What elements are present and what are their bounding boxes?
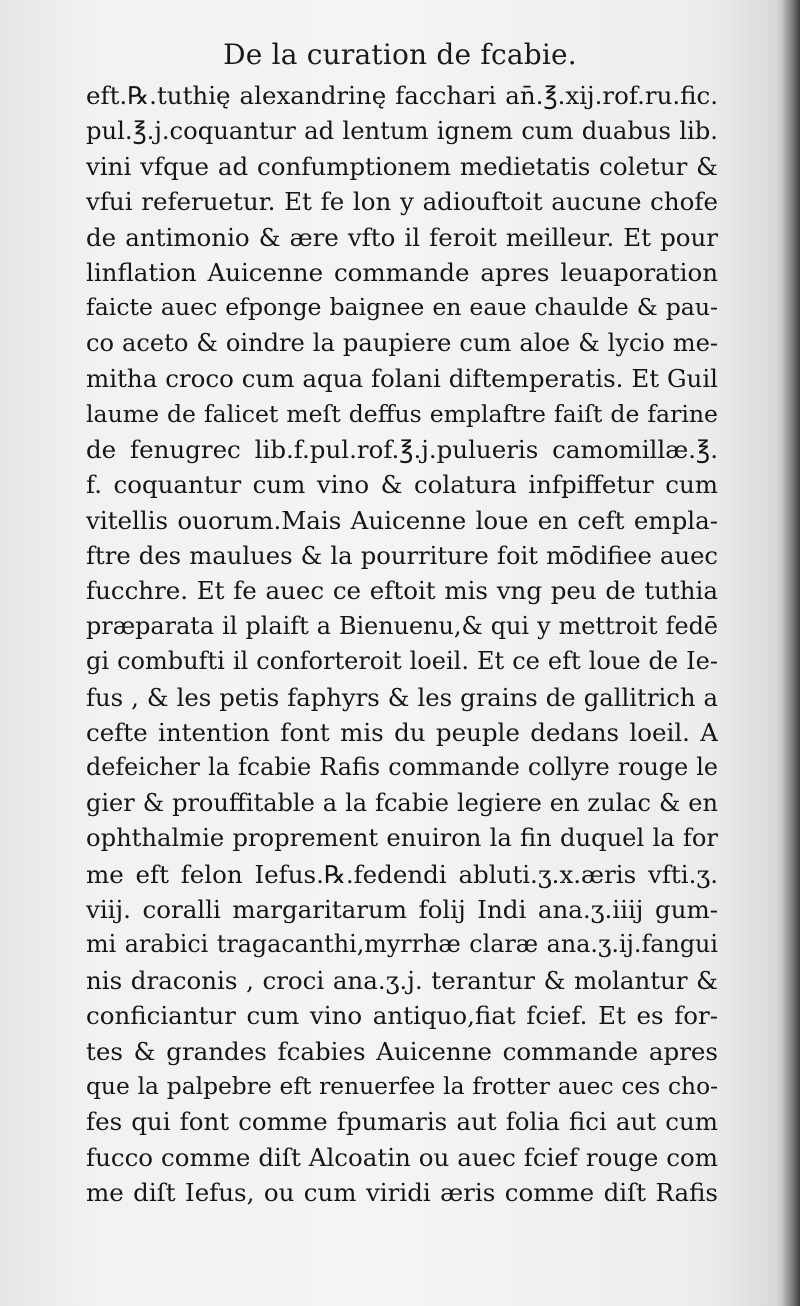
text-line: fus , & les petis faphyrs & les grains de gallitrich a — [86, 682, 718, 712]
text-line: cefte intention font mis du peuple dedans loeil. A — [86, 718, 718, 748]
text-line: defeicher la fcabie Rafis commande collyre rouge le — [86, 753, 718, 782]
text-line: co aceto & oindre la paupiere cum aloe & lycio me- — [86, 328, 718, 357]
text-line: de antimonio & ære vfto il feroit meilleur. Et pour — [86, 222, 718, 252]
text-line: faicte auec efponge baignee en eaue chaulde & pau- — [86, 293, 718, 322]
text-line: f. coquantur cum vino & colatura infpiffetur cum — [86, 470, 718, 500]
text-line: nis draconis , croci ana.ʒ.j. terantur & molantur & — [86, 965, 718, 995]
text-line: fes qui font comme fpumaris aut folia fici aut cum — [86, 1107, 718, 1137]
running-head: De la curation de fcabie. — [223, 38, 577, 71]
text-line: me eft felon Iefus.℞.fedendi abluti.ʒ.x.æris vfti.ʒ. — [86, 859, 718, 889]
text-line: conficiantur cum vino antiquo,fiat fcief. Et es for- — [86, 1001, 718, 1031]
text-line: pul.℥.j.coquantur ad lentum ignem cum duabus lib. — [86, 116, 718, 146]
text-line: eft.℞.tuthię alexandrinę facchari an̄.℥.xij.rof.ru.fic. — [86, 81, 718, 110]
text-line: fucchre. Et fe auec ce eftoit mis vng peu de tuthia — [86, 576, 718, 606]
text-line: vfui referuetur. Et fe lon y adiouftoit aucune chofe — [86, 187, 718, 217]
text-line: gi combufti il conforteroit loeil. Et ce eft loue de Ie- — [86, 647, 718, 676]
text-line: fucco comme diſt Alcoatin ou auec fcief rouge com — [86, 1142, 718, 1172]
text-line: mitha croco cum aqua folani diftemperatis. Et Guil — [86, 364, 718, 394]
text-line: de fenugrec lib.f.pul.rof.℥.j.pulueris camomillæ.℥. — [86, 434, 718, 464]
text-line: tes & grandes fcabies Auicenne commande apres — [86, 1036, 718, 1066]
text-line: vini vfque ad confumptionem medietatis coletur & — [86, 151, 718, 181]
text-line: vitellis ouorum.Mais Auicenne loue en ceft empla- — [86, 505, 718, 535]
text-line: que la palpebre eft renuerfee la frotter auec ces cho- — [86, 1071, 718, 1100]
text-line: viij. coralli margaritarum folij Indi ana.ʒ.iiij gum- — [86, 894, 718, 924]
text-line: gier & prouffitable a la fcabie legiere en zulac & en — [86, 788, 718, 817]
text-line: me diſt Iefus, ou cum viridi æris comme diſt Rafis — [86, 1178, 718, 1208]
text-line: linflation Auicenne commande apres leuaporation — [86, 257, 718, 287]
text-block — [86, 78, 718, 1211]
text-line: laume de falicet meſt deffus emplaftre faiſt de farine — [86, 399, 718, 428]
text-line: ophthalmie proprement enuiron la fin duquel la for — [86, 824, 718, 853]
text-line: mi arabici tragacanthi,myrrhæ claræ ana.ʒ.ij.fangui — [86, 930, 718, 959]
text-line: præparata il plaift a Bienuenu,& qui y mettroit fedē — [86, 611, 718, 640]
text-line: ftre des maulues & la pourriture foit mōdifiee auec — [86, 541, 718, 571]
